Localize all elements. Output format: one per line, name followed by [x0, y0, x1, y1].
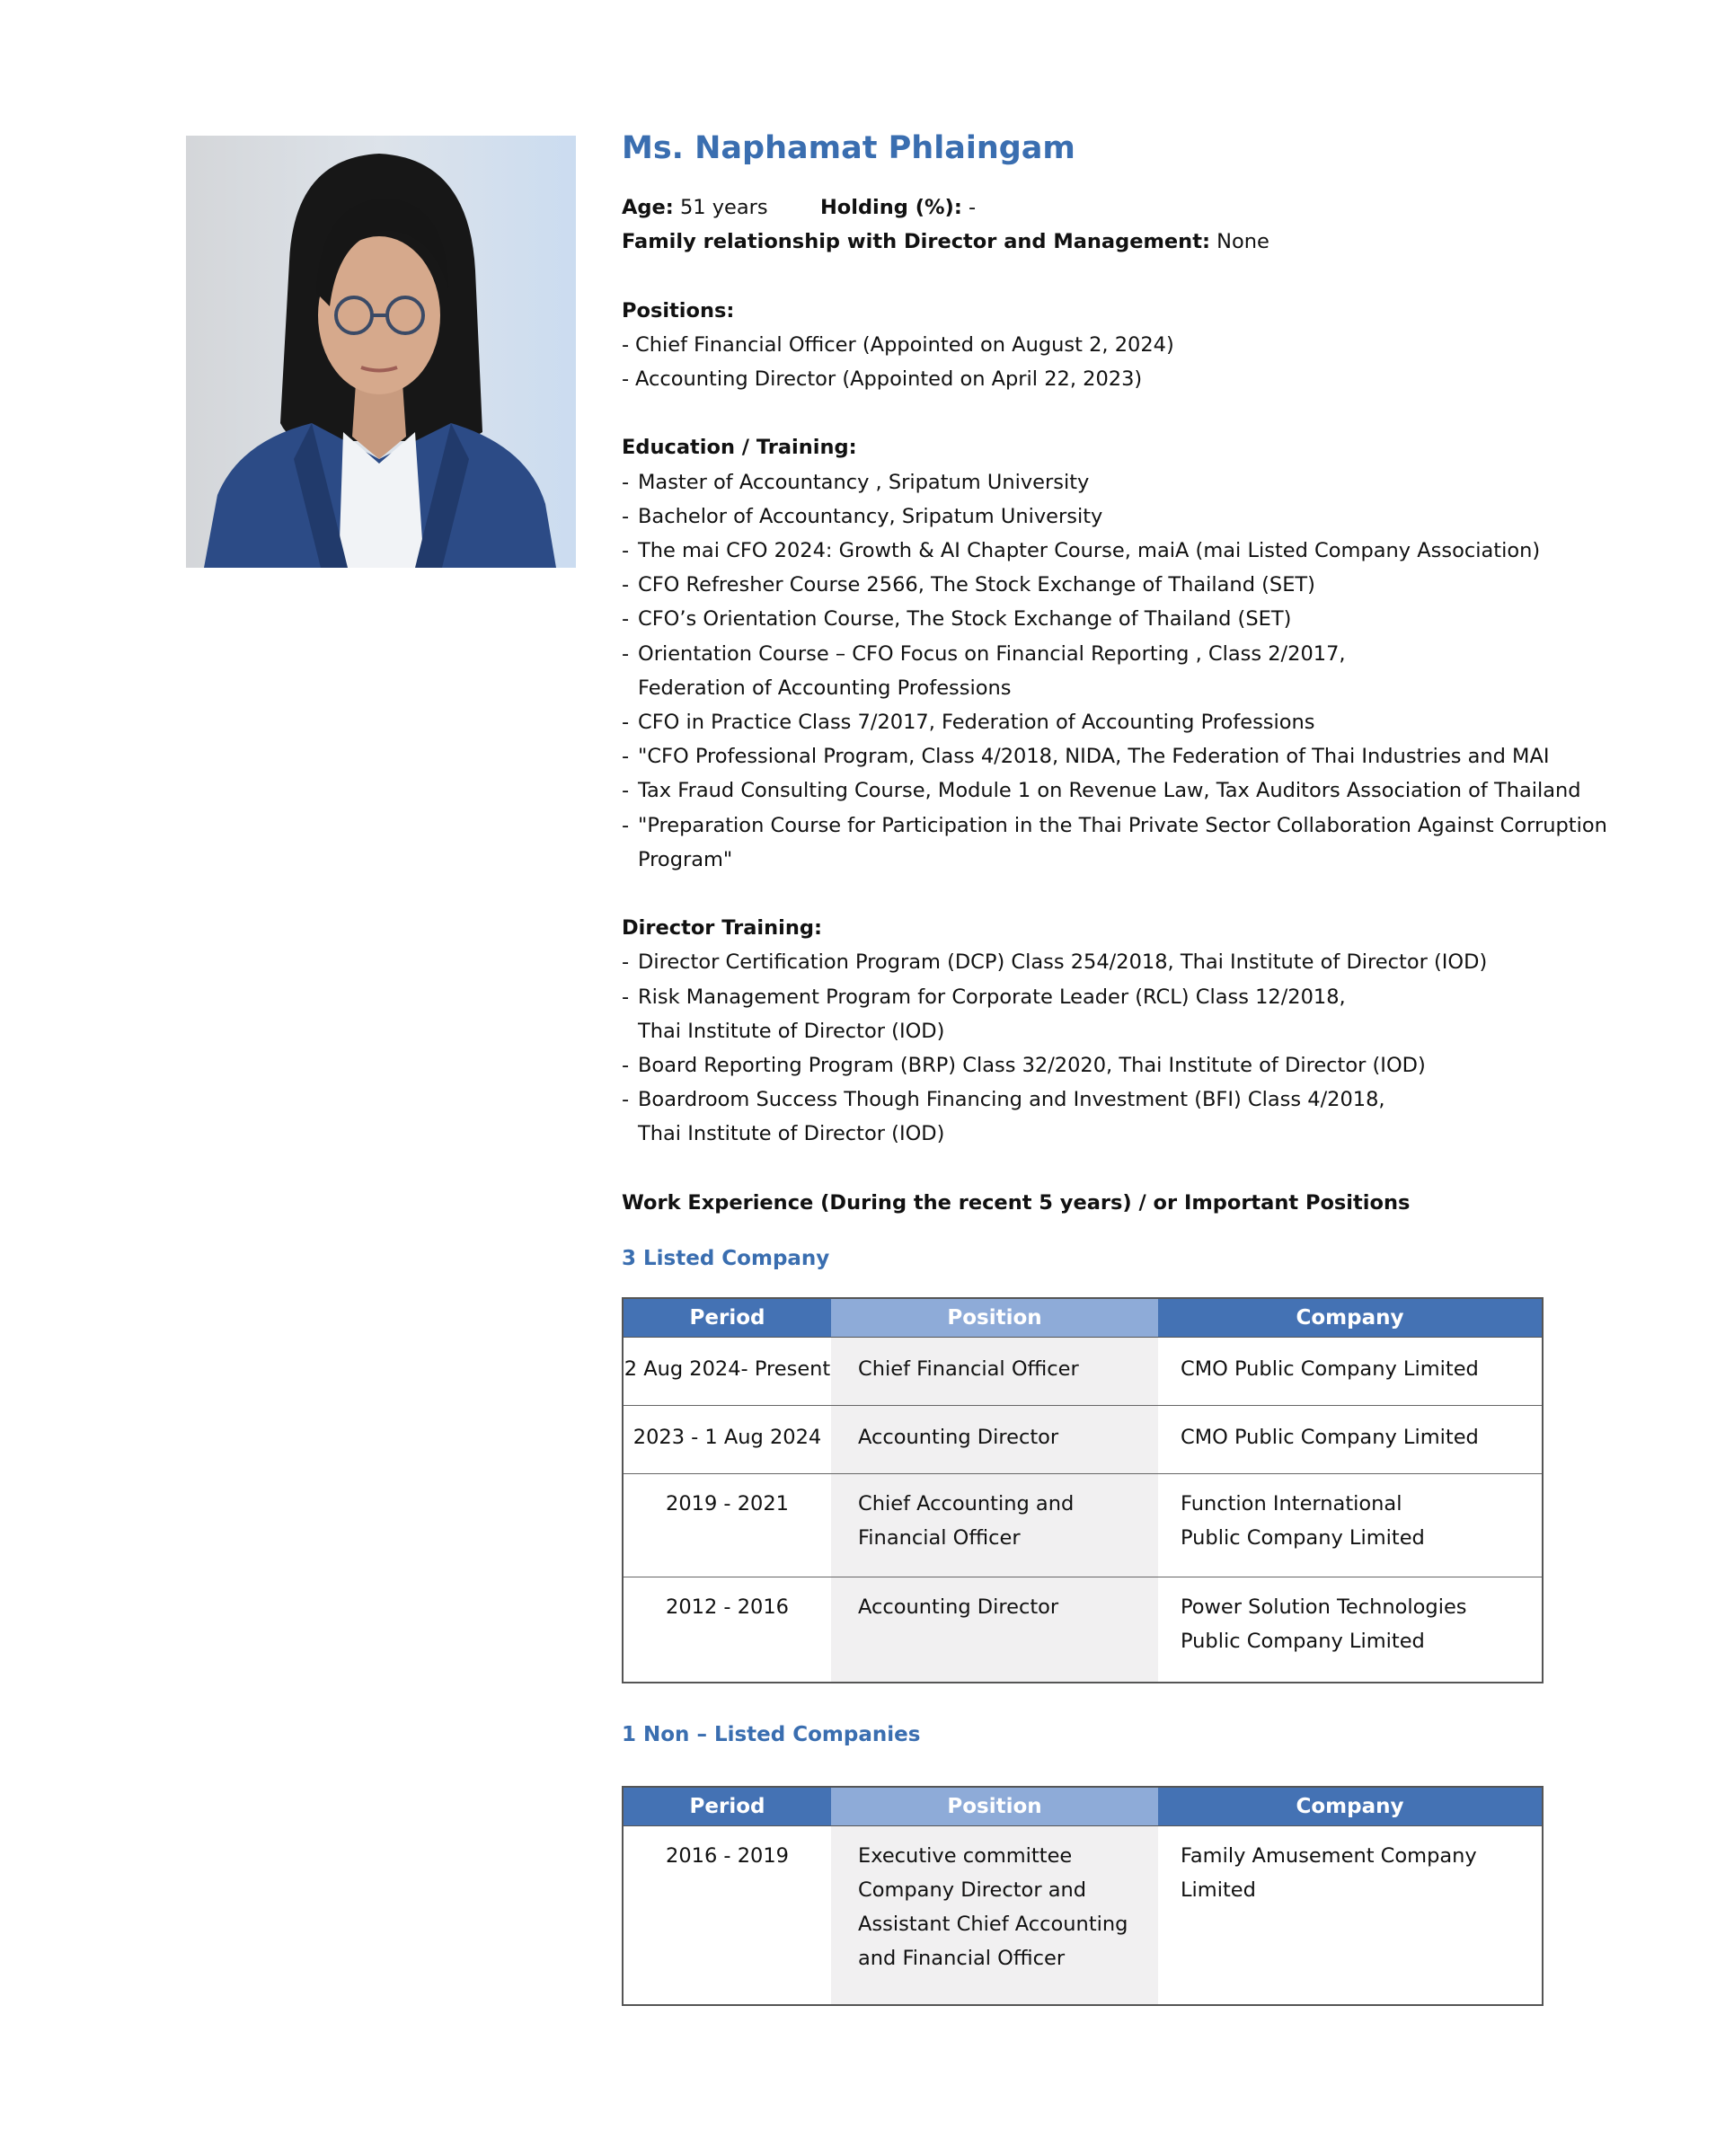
- period-cell: 2012 - 2016: [623, 1577, 831, 1683]
- director-training-item: - Director Certification Program (DCP) Class 254/2018, Thai Institute of Director (IOD): [622, 950, 1488, 975]
- company-cell: Family Amusement Company Limited: [1158, 1825, 1543, 2005]
- period-header: Period: [623, 1298, 831, 1338]
- family-value: None: [1216, 230, 1269, 254]
- education-list: [622, 465, 1607, 877]
- education-item: - Orientation Course – CFO Focus on Financial Reporting , Class 2/2017, Federation of Accounting Professions: [622, 641, 1346, 700]
- period-cell: 2019 - 2021: [623, 1474, 831, 1577]
- position-cell: Accounting Director: [831, 1406, 1158, 1474]
- director-training-item: - Risk Management Program for Corporate Leader (RCL) Class 12/2018, Thai Institute of Director (IOD): [622, 985, 1346, 1043]
- age-value: 51 years: [679, 196, 768, 219]
- profile-photo: [186, 136, 576, 568]
- director-training-heading: Director Training:: [622, 916, 822, 941]
- table-row: [623, 1338, 1543, 1406]
- director-training-list: [622, 945, 1574, 1151]
- education-item: - CFO in Practice Class 7/2017, Federation of Accounting Professions: [622, 711, 1315, 735]
- family-line: [622, 225, 1574, 259]
- listed-company-table: [622, 1297, 1544, 1683]
- table-header-row: [623, 1787, 1543, 1826]
- director-training-item: - Boardroom Success Though Financing and Investment (BFI) Class 4/2018, Thai Institute of Director (IOD): [622, 1088, 1385, 1146]
- age-holding-line: [622, 190, 1574, 225]
- portrait-image: [186, 136, 576, 568]
- table-header-row: [623, 1298, 1543, 1338]
- education-item: - Master of Accountancy , Sripatum University: [622, 470, 1090, 494]
- company-cell: CMO Public Company Limited: [1158, 1406, 1543, 1474]
- age-label: Age:: [622, 196, 674, 219]
- position-cell: Executive committee Company Director and Assistant Chief Accounting and Financial Officer: [831, 1825, 1158, 2005]
- education-item: - "Preparation Course for Participation in the Thai Private Sector Collaboration Against Corruption Program": [622, 813, 1607, 871]
- company-cell: Function International Public Company Limited: [1158, 1474, 1543, 1577]
- table-row: [623, 1406, 1543, 1474]
- position-header: Position: [831, 1298, 1158, 1338]
- listed-company-title: 3 Listed Company: [622, 1247, 830, 1271]
- director-training-item: - Board Reporting Program (BRP) Class 32/2020, Thai Institute of Director (IOD): [622, 1054, 1426, 1078]
- education-heading: Education / Training:: [622, 436, 857, 460]
- period-header: Period: [623, 1787, 831, 1826]
- positions-heading: Positions:: [622, 298, 735, 323]
- holding-label: Holding (%):: [819, 196, 962, 219]
- company-cell: Power Solution Technologies Public Company Limited: [1158, 1577, 1543, 1683]
- holding-value: -: [969, 196, 977, 219]
- table-row: [623, 1474, 1543, 1577]
- profile-content: [622, 126, 1607, 2006]
- education-item: - CFO Refresher Course 2566, The Stock Exchange of Thailand (SET): [622, 573, 1315, 597]
- position-cell: Chief Accounting and Financial Officer: [831, 1474, 1158, 1577]
- company-header: Company: [1158, 1298, 1543, 1338]
- work-experience-heading: Work Experience (During the recent 5 years) / or Important Positions: [622, 1190, 1411, 1215]
- non-listed-company-table: [622, 1786, 1544, 2007]
- education-item: - CFO’s Orientation Course, The Stock Exchange of Thailand (SET): [622, 607, 1292, 632]
- non-listed-company-title: 1 Non – Listed Companies: [622, 1722, 921, 1746]
- table-row: [623, 1825, 1543, 2005]
- position-cell: Accounting Director: [831, 1577, 1158, 1683]
- company-cell: CMO Public Company Limited: [1158, 1338, 1543, 1406]
- position-cell: Chief Financial Officer: [831, 1338, 1158, 1406]
- family-label: Family relationship with Director and Management:: [622, 230, 1210, 254]
- position-item: - Accounting Director (Appointed on April 22, 2023): [622, 367, 1143, 391]
- period-cell: 2 Aug 2024- Present: [623, 1338, 831, 1406]
- education-item: - Bachelor of Accountancy, Sripatum University: [622, 504, 1103, 528]
- table-row: [623, 1577, 1543, 1683]
- education-item: - "CFO Professional Program, Class 4/2018, NIDA, The Federation of Thai Industries and MAI: [622, 745, 1550, 769]
- period-cell: 2023 - 1 Aug 2024: [623, 1406, 831, 1474]
- person-name: Ms. Naphamat Phlaingam: [622, 130, 1075, 166]
- period-cell: 2016 - 2019: [623, 1825, 831, 2005]
- education-item: - The mai CFO 2024: Growth & AI Chapter Course, maiA (mai Listed Company Association): [622, 539, 1541, 562]
- position-header: Position: [831, 1787, 1158, 1826]
- company-header: Company: [1158, 1787, 1543, 1826]
- positions-list: [622, 328, 1574, 396]
- education-item: - Tax Fraud Consulting Course, Module 1 on Revenue Law, Tax Auditors Association of Thailand: [622, 779, 1581, 803]
- position-item: - Chief Financial Officer (Appointed on August 2, 2024): [622, 332, 1174, 357]
